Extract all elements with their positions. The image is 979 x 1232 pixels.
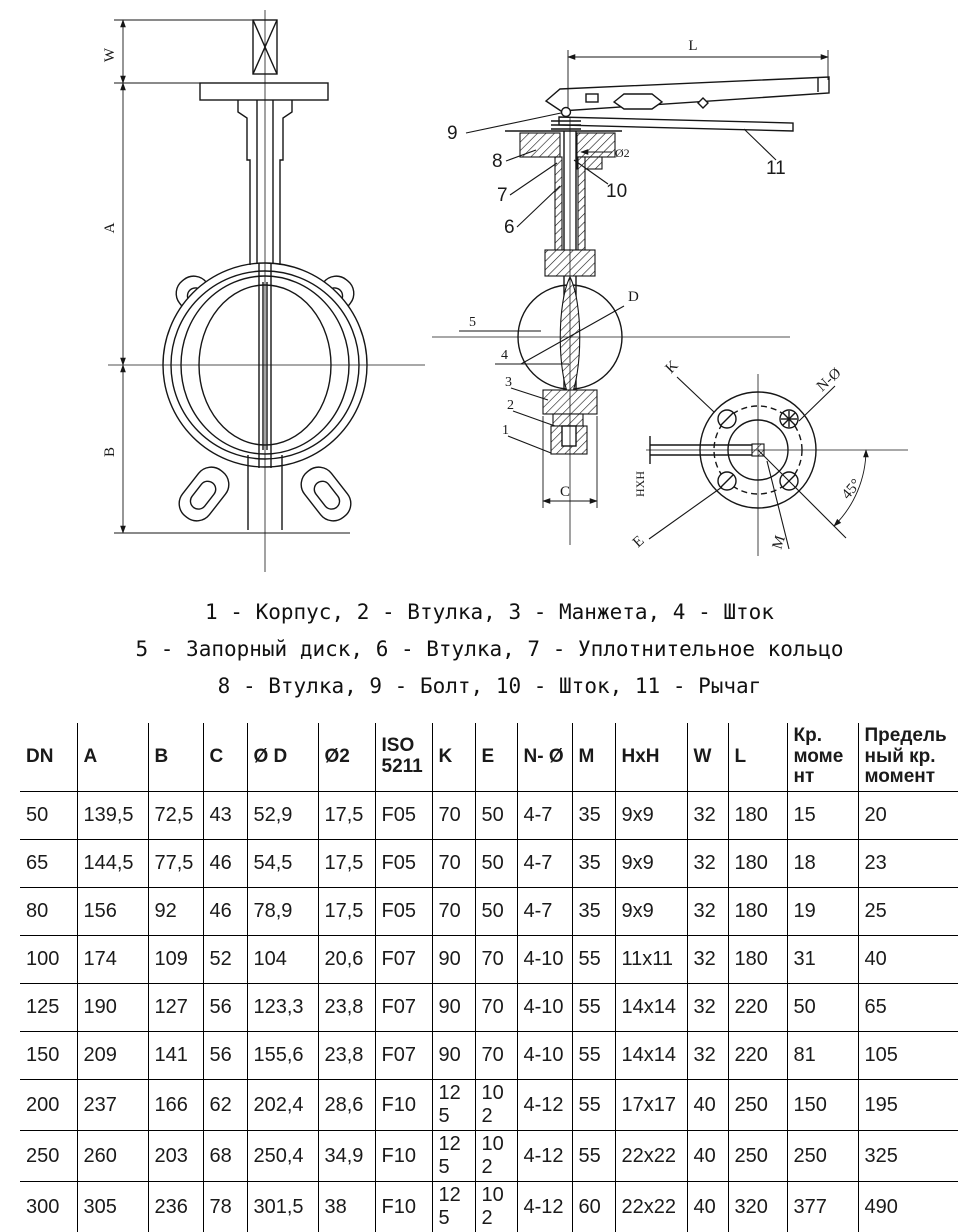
lever-lower-bar: [559, 117, 793, 131]
table-cell: 40: [687, 1131, 728, 1182]
table-cell: 55: [572, 1032, 615, 1080]
table-cell: 50: [475, 888, 517, 936]
table-cell: F07: [375, 936, 432, 984]
table-cell: 81: [787, 1032, 858, 1080]
callout-1: 1: [502, 423, 509, 438]
column-header: B: [148, 723, 203, 792]
table-row: [20, 1131, 958, 1182]
table-cell: 70: [432, 888, 475, 936]
table-cell: 4-12: [517, 1080, 572, 1131]
column-header: A: [77, 723, 148, 792]
table-cell: 180: [728, 936, 787, 984]
table-cell: 50: [475, 792, 517, 840]
table-row: [20, 984, 958, 1032]
neck-outline: [238, 100, 250, 265]
table-cell: 17,5: [318, 888, 375, 936]
table-cell: 260: [77, 1131, 148, 1182]
table-cell: 125: [432, 1182, 475, 1232]
table-cell: 17x17: [615, 1080, 687, 1131]
callout-11: 11: [766, 158, 786, 179]
callout-2: 2: [507, 398, 514, 413]
table-cell: 17,5: [318, 840, 375, 888]
table-cell: 32: [687, 840, 728, 888]
table-cell: 46: [203, 888, 247, 936]
table-cell: 123,3: [247, 984, 318, 1032]
column-header: M: [572, 723, 615, 792]
table-row: [20, 792, 958, 840]
table-cell: 70: [475, 984, 517, 1032]
callout-5: 5: [469, 315, 476, 330]
callout-8: 8: [492, 151, 503, 172]
lug-bottom-left: [173, 461, 236, 528]
label-45deg: 45°: [839, 476, 865, 502]
table-cell: 25: [858, 888, 958, 936]
table-cell: 9x9: [615, 840, 687, 888]
table-row: [20, 936, 958, 984]
table-cell: 62: [203, 1080, 247, 1131]
table-row: [20, 840, 958, 888]
table-cell: 72,5: [148, 792, 203, 840]
callouts-upper: [447, 113, 786, 238]
front-view: [102, 10, 425, 572]
column-header: W: [687, 723, 728, 792]
column-header: K: [432, 723, 475, 792]
table-cell: 55: [572, 1080, 615, 1131]
table-cell: 9x9: [615, 792, 687, 840]
table-cell: 9x9: [615, 888, 687, 936]
table-cell: 195: [858, 1080, 958, 1131]
table-cell: 23,8: [318, 984, 375, 1032]
table-cell: 43: [203, 792, 247, 840]
table-cell: 4-10: [517, 1032, 572, 1080]
table-cell: 23,8: [318, 1032, 375, 1080]
table-cell: 20,6: [318, 936, 375, 984]
table-cell: 50: [20, 792, 77, 840]
table-cell: 4-12: [517, 1182, 572, 1232]
table-cell: 14x14: [615, 984, 687, 1032]
table-cell: 55: [572, 984, 615, 1032]
table-cell: 300: [20, 1182, 77, 1232]
table-cell: F07: [375, 1032, 432, 1080]
column-header: ISO 5211: [375, 723, 432, 792]
table-cell: 220: [728, 984, 787, 1032]
technical-drawing: [0, 0, 979, 588]
table-cell: 78: [203, 1182, 247, 1232]
table-cell: 32: [687, 936, 728, 984]
lever-handle: [546, 77, 829, 131]
callout-4: 4: [501, 348, 508, 363]
table-cell: 236: [148, 1182, 203, 1232]
table-cell: 4-10: [517, 936, 572, 984]
column-header: C: [203, 723, 247, 792]
table-cell: F10: [375, 1131, 432, 1182]
table-cell: 77,5: [148, 840, 203, 888]
table-cell: F10: [375, 1080, 432, 1131]
table-cell: 90: [432, 984, 475, 1032]
table-cell: 4-7: [517, 792, 572, 840]
lug-bottom-right: [295, 461, 358, 528]
table-cell: 250: [728, 1080, 787, 1131]
table-cell: 90: [432, 1032, 475, 1080]
parts-legend: [0, 594, 979, 705]
table-cell: 104: [247, 936, 318, 984]
dim-label-l: L: [688, 38, 697, 54]
table-cell: 190: [77, 984, 148, 1032]
column-header: Ø2: [318, 723, 375, 792]
table-cell: 52: [203, 936, 247, 984]
table-cell: 19: [787, 888, 858, 936]
table-cell: 50: [787, 984, 858, 1032]
table-cell: 32: [687, 984, 728, 1032]
table-cell: 80: [20, 888, 77, 936]
table-cell: 125: [20, 984, 77, 1032]
table-cell: 150: [787, 1080, 858, 1131]
table-body: [20, 792, 958, 1232]
table-cell: 301,5: [247, 1182, 318, 1232]
table-cell: 155,6: [247, 1032, 318, 1080]
table-cell: 109: [148, 936, 203, 984]
table-cell: 32: [687, 792, 728, 840]
table-cell: 325: [858, 1131, 958, 1182]
legend-line-1: 1 - Корпус, 2 - Втулка, 3 - Манжета, 4 - Шток: [0, 594, 979, 631]
table-cell: 40: [687, 1182, 728, 1232]
flange-view: [630, 358, 908, 556]
label-hxh: HXH: [633, 471, 647, 497]
table-cell: 250: [728, 1131, 787, 1182]
table-cell: 22x22: [615, 1131, 687, 1182]
table-cell: 54,5: [247, 840, 318, 888]
table-cell: 70: [475, 936, 517, 984]
table-cell: 150: [20, 1032, 77, 1080]
table-cell: 174: [77, 936, 148, 984]
top-flange-plate: [200, 83, 328, 100]
dim-label-d: D: [628, 289, 639, 305]
table-row: [20, 1080, 958, 1131]
table-cell: 305: [77, 1182, 148, 1232]
label-n-phi: N-Ø: [814, 365, 845, 395]
column-header: Кр. момент: [787, 723, 858, 792]
callout-7: 7: [497, 185, 508, 206]
table-cell: 38: [318, 1182, 375, 1232]
table-cell: F05: [375, 840, 432, 888]
dim-label-a: A: [102, 222, 118, 233]
table-cell: 70: [475, 1032, 517, 1080]
dim-label-phi2: Ø2: [615, 146, 630, 160]
table-row: [20, 888, 958, 936]
table-cell: 56: [203, 984, 247, 1032]
callout-3: 3: [505, 375, 512, 390]
table-cell: F07: [375, 984, 432, 1032]
table-cell: 202,4: [247, 1080, 318, 1131]
column-header: DN: [20, 723, 77, 792]
table-cell: 65: [20, 840, 77, 888]
table-cell: 125: [432, 1080, 475, 1131]
column-header: E: [475, 723, 517, 792]
callout-9: 9: [447, 123, 458, 144]
table-cell: 20: [858, 792, 958, 840]
table-cell: 141: [148, 1032, 203, 1080]
table-cell: 490: [858, 1182, 958, 1232]
table-row: [20, 1182, 958, 1232]
table-cell: 23: [858, 840, 958, 888]
table-cell: 102: [475, 1080, 517, 1131]
table-cell: 237: [77, 1080, 148, 1131]
table-cell: 65: [858, 984, 958, 1032]
table-cell: 125: [432, 1131, 475, 1182]
table-cell: 320: [728, 1182, 787, 1232]
table-cell: 4-7: [517, 840, 572, 888]
column-header: N- Ø: [517, 723, 572, 792]
table-cell: 35: [572, 888, 615, 936]
table-cell: 105: [858, 1032, 958, 1080]
table-cell: 35: [572, 840, 615, 888]
table-cell: 100: [20, 936, 77, 984]
table-cell: 220: [728, 1032, 787, 1080]
table-cell: 52,9: [247, 792, 318, 840]
table-cell: 250: [787, 1131, 858, 1182]
table-cell: 60: [572, 1182, 615, 1232]
dim-label-c: C: [560, 484, 570, 500]
dim-label-w: W: [102, 47, 118, 62]
label-m: M: [770, 534, 789, 552]
table-cell: 102: [475, 1182, 517, 1232]
table-cell: 55: [572, 936, 615, 984]
table-cell: 102: [475, 1131, 517, 1182]
table-cell: 14x14: [615, 1032, 687, 1080]
table-header-row: [20, 723, 958, 792]
table-cell: 35: [572, 792, 615, 840]
table-cell: F10: [375, 1182, 432, 1232]
table-cell: 200: [20, 1080, 77, 1131]
legend-line-2: 5 - Запорный диск, 6 - Втулка, 7 - Уплотнительное кольцо: [0, 631, 979, 668]
column-header: L: [728, 723, 787, 792]
table-cell: 40: [858, 936, 958, 984]
table-cell: 70: [432, 840, 475, 888]
table-cell: F05: [375, 792, 432, 840]
table-cell: 209: [77, 1032, 148, 1080]
callout-10: 10: [606, 181, 627, 202]
table-row: [20, 1032, 958, 1080]
table-cell: 28,6: [318, 1080, 375, 1131]
callout-6: 6: [504, 217, 515, 238]
table-cell: 203: [148, 1131, 203, 1182]
table-cell: 180: [728, 840, 787, 888]
table-cell: 22x22: [615, 1182, 687, 1232]
table-cell: 70: [432, 792, 475, 840]
table-cell: 68: [203, 1131, 247, 1182]
table-cell: 40: [687, 1080, 728, 1131]
table-cell: 50: [475, 840, 517, 888]
table-cell: 4-10: [517, 984, 572, 1032]
table-cell: 46: [203, 840, 247, 888]
table-cell: 31: [787, 936, 858, 984]
table-cell: 11x11: [615, 936, 687, 984]
legend-line-3: 8 - Втулка, 9 - Болт, 10 - Шток, 11 - Рычаг: [0, 668, 979, 705]
table-cell: 32: [687, 888, 728, 936]
table-cell: 18: [787, 840, 858, 888]
dim-label-b: B: [102, 447, 118, 457]
table-cell: 15: [787, 792, 858, 840]
column-header: Предельный кр. момент: [858, 723, 958, 792]
dimensions-table: [20, 723, 958, 1232]
label-e: E: [630, 533, 648, 551]
table-cell: 166: [148, 1080, 203, 1131]
table-cell: 17,5: [318, 792, 375, 840]
table-cell: 377: [787, 1182, 858, 1232]
table-cell: 92: [148, 888, 203, 936]
table-cell: 139,5: [77, 792, 148, 840]
table-cell: 250,4: [247, 1131, 318, 1182]
table-cell: 56: [203, 1032, 247, 1080]
table-cell: 90: [432, 936, 475, 984]
table-cell: 4-12: [517, 1131, 572, 1182]
table-cell: 4-7: [517, 888, 572, 936]
table-cell: 127: [148, 984, 203, 1032]
table-cell: 55: [572, 1131, 615, 1182]
column-header: HxH: [615, 723, 687, 792]
table-cell: F05: [375, 888, 432, 936]
bolt-head: [562, 108, 571, 117]
table-cell: 180: [728, 792, 787, 840]
table-cell: 156: [77, 888, 148, 936]
table-cell: 34,9: [318, 1131, 375, 1182]
table-cell: 250: [20, 1131, 77, 1182]
column-header: Ø D: [247, 723, 318, 792]
table-cell: 180: [728, 888, 787, 936]
table-cell: 78,9: [247, 888, 318, 936]
table-cell: 32: [687, 1032, 728, 1080]
table-cell: 144,5: [77, 840, 148, 888]
label-k: K: [663, 358, 682, 377]
